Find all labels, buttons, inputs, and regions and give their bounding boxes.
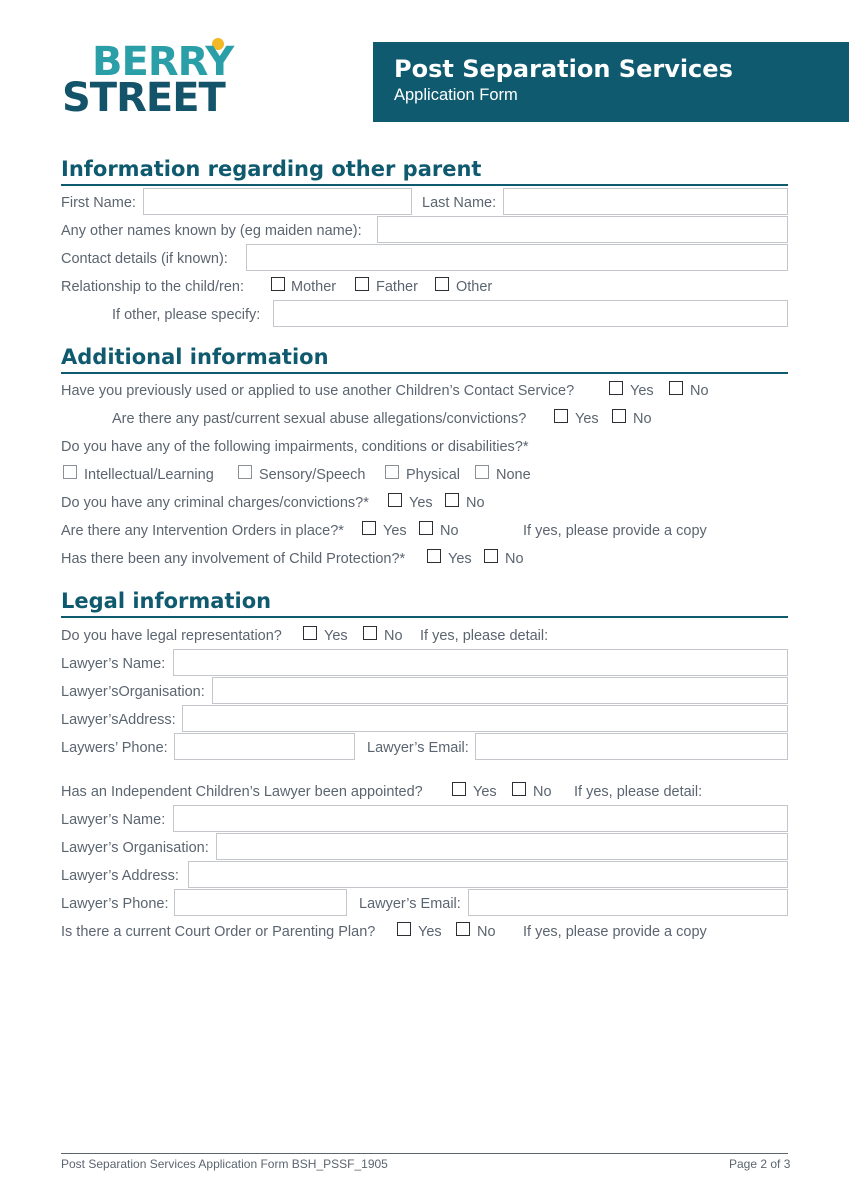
other-label: Other xyxy=(456,279,493,295)
icl-name-field[interactable] xyxy=(173,805,788,832)
mother-checkbox[interactable] xyxy=(271,277,285,291)
other-names-field[interactable] xyxy=(377,216,788,243)
intellectual-checkbox[interactable] xyxy=(63,465,77,479)
icl-appointed-question: Has an Independent Children’s Lawyer been appointed? xyxy=(61,784,423,800)
icl-phone-label: Lawyer’s Phone: xyxy=(61,896,169,912)
last-name-label: Last Name: xyxy=(422,195,497,211)
berry-street-logo xyxy=(62,38,242,121)
criminal-charges-question: Do you have any criminal charges/convictions?* xyxy=(61,495,369,511)
court-order-no-checkbox[interactable] xyxy=(456,922,470,936)
icl-no-label: No xyxy=(533,784,552,800)
abuse-yes-checkbox[interactable] xyxy=(554,409,568,423)
footer-form-id: Post Separation Services Application Form BSH_PSSF_1905 xyxy=(61,1157,388,1171)
section-heading-legal: Legal information xyxy=(61,588,788,618)
specify-field[interactable] xyxy=(273,300,788,327)
icl-no-checkbox[interactable] xyxy=(512,782,526,796)
logo-line-2: STREET xyxy=(62,75,225,121)
lawyer-address-label: Lawyer’sAddress: xyxy=(61,712,176,728)
header-banner xyxy=(373,42,849,122)
child-protection-yes-label: Yes xyxy=(448,551,472,567)
lawyer-email-field[interactable] xyxy=(475,733,788,760)
intervention-copy-note: If yes, please provide a copy xyxy=(523,523,707,539)
last-name-field[interactable] xyxy=(503,188,788,215)
criminal-no-label: No xyxy=(466,495,485,511)
criminal-yes-checkbox[interactable] xyxy=(388,493,402,507)
intervention-orders-question: Are there any Intervention Orders in place?* xyxy=(61,523,344,539)
abuse-allegations-question: Are there any past/current sexual abuse allegations/convictions? xyxy=(112,411,527,427)
other-checkbox[interactable] xyxy=(435,277,449,291)
sensory-label: Sensory/Speech xyxy=(259,467,366,483)
first-name-field[interactable] xyxy=(143,188,412,215)
court-order-copy-note: If yes, please provide a copy xyxy=(523,924,707,940)
abuse-no-checkbox[interactable] xyxy=(612,409,626,423)
legal-rep-yes-checkbox[interactable] xyxy=(303,626,317,640)
none-label: None xyxy=(496,467,531,483)
criminal-no-checkbox[interactable] xyxy=(445,493,459,507)
intervention-no-label: No xyxy=(440,523,459,539)
specify-label: If other, please specify: xyxy=(112,307,261,323)
legal-rep-yes-label: Yes xyxy=(324,628,348,644)
icl-email-label: Lawyer’s Email: xyxy=(359,896,461,912)
child-protection-no-checkbox[interactable] xyxy=(484,549,498,563)
previous-service-yes-checkbox[interactable] xyxy=(609,381,623,395)
court-order-question: Is there a current Court Order or Parenting Plan? xyxy=(61,924,376,940)
father-checkbox[interactable] xyxy=(355,277,369,291)
other-names-label: Any other names known by (eg maiden name): xyxy=(61,223,362,239)
previous-service-yes-label: Yes xyxy=(630,383,654,399)
legal-representation-question: Do you have legal representation? xyxy=(61,628,282,644)
footer-page-number: Page 2 of 3 xyxy=(729,1157,791,1171)
physical-checkbox[interactable] xyxy=(385,465,399,479)
section-heading-additional: Additional information xyxy=(61,344,788,374)
contact-details-field[interactable] xyxy=(246,244,788,271)
first-name-label: First Name: xyxy=(61,195,136,211)
lawyer-organisation-field[interactable] xyxy=(212,677,788,704)
abuse-yes-label: Yes xyxy=(575,411,599,427)
legal-rep-no-label: No xyxy=(384,628,403,644)
icl-name-label: Lawyer’s Name: xyxy=(61,812,166,828)
previous-service-question: Have you previously used or applied to use another Children’s Contact Service? xyxy=(61,383,575,399)
icl-organisation-field[interactable] xyxy=(216,833,788,860)
lawyer-phone-field[interactable] xyxy=(174,733,355,760)
child-protection-question: Has there been any involvement of Child Protection?* xyxy=(61,551,406,567)
lawyer-email-label: Lawyer’s Email: xyxy=(367,740,469,756)
child-protection-no-label: No xyxy=(505,551,524,567)
lawyer-name-field[interactable] xyxy=(173,649,788,676)
sensory-checkbox[interactable] xyxy=(238,465,252,479)
criminal-yes-label: Yes xyxy=(409,495,433,511)
section-heading-other-parent: Information regarding other parent xyxy=(61,156,788,186)
icl-detail-note: If yes, please detail: xyxy=(574,784,703,800)
lawyer-name-label: Lawyer’s Name: xyxy=(61,656,166,672)
previous-service-no-checkbox[interactable] xyxy=(669,381,683,395)
relationship-label: Relationship to the child/ren: xyxy=(61,279,244,295)
intervention-no-checkbox[interactable] xyxy=(419,521,433,535)
none-checkbox[interactable] xyxy=(475,465,489,479)
icl-organisation-label: Lawyer’s Organisation: xyxy=(61,840,209,856)
icl-address-field[interactable] xyxy=(188,861,788,888)
physical-label: Physical xyxy=(406,467,460,483)
lawyer-phone-label: Laywers’ Phone: xyxy=(61,740,168,756)
icl-email-field[interactable] xyxy=(468,889,788,916)
icl-yes-checkbox[interactable] xyxy=(452,782,466,796)
logo-line-1: BERRY xyxy=(92,39,234,85)
impairments-question: Do you have any of the following impairments, conditions or disabilities?* xyxy=(61,439,529,455)
legal-rep-detail-note: If yes, please detail: xyxy=(420,628,549,644)
child-protection-yes-checkbox[interactable] xyxy=(427,549,441,563)
lawyer-address-field[interactable] xyxy=(182,705,788,732)
icl-address-label: Lawyer’s Address: xyxy=(61,868,179,884)
form-subtitle: Application Form xyxy=(394,86,518,104)
intervention-yes-checkbox[interactable] xyxy=(362,521,376,535)
previous-service-no-label: No xyxy=(690,383,709,399)
court-order-no-label: No xyxy=(477,924,496,940)
footer-divider xyxy=(61,1153,788,1154)
court-order-yes-label: Yes xyxy=(418,924,442,940)
lawyer-organisation-label: Lawyer’sOrganisation: xyxy=(61,684,205,700)
abuse-no-label: No xyxy=(633,411,652,427)
court-order-yes-checkbox[interactable] xyxy=(397,922,411,936)
contact-details-label: Contact details (if known): xyxy=(61,251,228,267)
icl-phone-field[interactable] xyxy=(174,889,347,916)
form-title: Post Separation Services xyxy=(394,55,733,83)
mother-label: Mother xyxy=(291,279,337,295)
legal-rep-no-checkbox[interactable] xyxy=(363,626,377,640)
icl-yes-label: Yes xyxy=(473,784,497,800)
intervention-yes-label: Yes xyxy=(383,523,407,539)
intellectual-label: Intellectual/Learning xyxy=(84,467,214,483)
father-label: Father xyxy=(376,279,418,295)
